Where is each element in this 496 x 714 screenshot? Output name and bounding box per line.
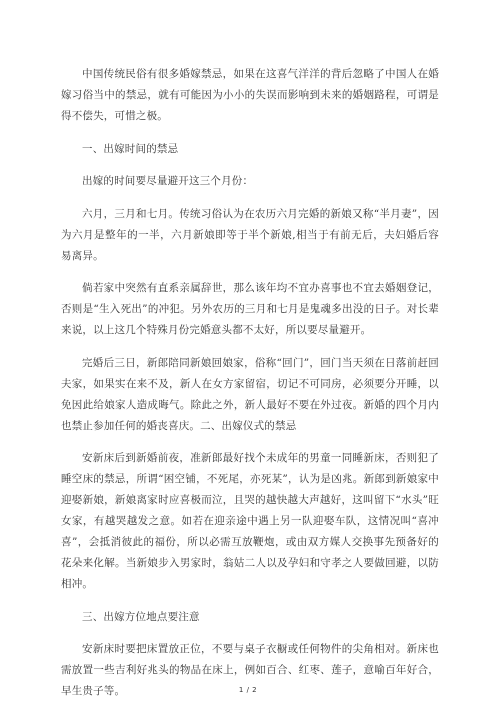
- body-paragraph: 安新床时要把床置放正位，不要与桌子衣橱或任何物件的尖角相对。新床也需放置一些吉利好兆头的物品在床上，例如百合、红枣、莲子，意喻百年好合，早生贵子等。: [61, 643, 439, 697]
- body-paragraph: 出嫁的时间要尽量避开这三个月份：: [82, 175, 254, 187]
- document-body: [61, 64, 439, 714]
- page-number: 1 / 2: [238, 686, 258, 694]
- body-paragraph: 六月，三月和七月。传统习俗认为在农历六月完婚的新娘又称“半月妻”，因为六月是整年的一半，六月新娘即等于半个新娘,相当于有前无后，夫妇婚后容易离异。: [61, 207, 439, 262]
- intro-paragraph: 中国传统民俗有很多婚嫁禁忌，如果在这喜气洋洋的背后忽略了中国人在婚嫁习俗当中的禁忌，就有可能因为小小的失误而影响到未来的婚姻路程，可谓是得不偿失，可惜之极。: [61, 68, 439, 122]
- body-paragraph: 倘若家中突然有直系亲属辞世，那么该年均不宜办喜事也不宜去婚姻登记，否则是“生入死出”的冲犯。另外农历的三月和七月是鬼魂多出没的日子。对长辈来说，以上这几个特殊月份完婚意头都不太好，所以要尽量避开。: [61, 282, 439, 336]
- body-paragraph: 安新床后到新婚前夜，准新郎最好找个未成年的男童一同睡新床，否则犯了睡空床的禁忌，所谓“困空铺，不死尾，亦死某”，认为是凶兆。新郎到新娘家中迎娶新娘，新娘离家时应喜极而泣，且哭的越快越大声越好，这叫留下“水头”旺女家，有越哭越发之意。如若在迎亲途中遇上另一队迎娶车队，这情况叫“喜冲喜”，会抵消彼此的福份，所以必需互放鞭炮，或由双方媒人交换事先预备好的花朵来化解。当新娘步入男家时，翁姑二人以及孕妇和守孝之人要做回避，以防相冲。: [61, 452, 439, 590]
- section-heading-location: 三、出嫁方位地点要注意: [82, 610, 200, 623]
- section-heading-wedding-time: 一、出嫁时间的禁忌: [82, 142, 179, 155]
- body-paragraph: 完婚后三日，新郎陪同新娘回娘家，俗称“回门”，回门当天须在日落前赶回夫家，如果实在来不及，新人在女方家留宿，切记不可同房，必须要分开睡，以免因此给娘家人造成晦气。除此之外，新人最好不要在外过夜。新婚的四个月内也禁止参加任何的婚丧喜庆。二、出嫁仪式的禁忌: [61, 356, 439, 432]
